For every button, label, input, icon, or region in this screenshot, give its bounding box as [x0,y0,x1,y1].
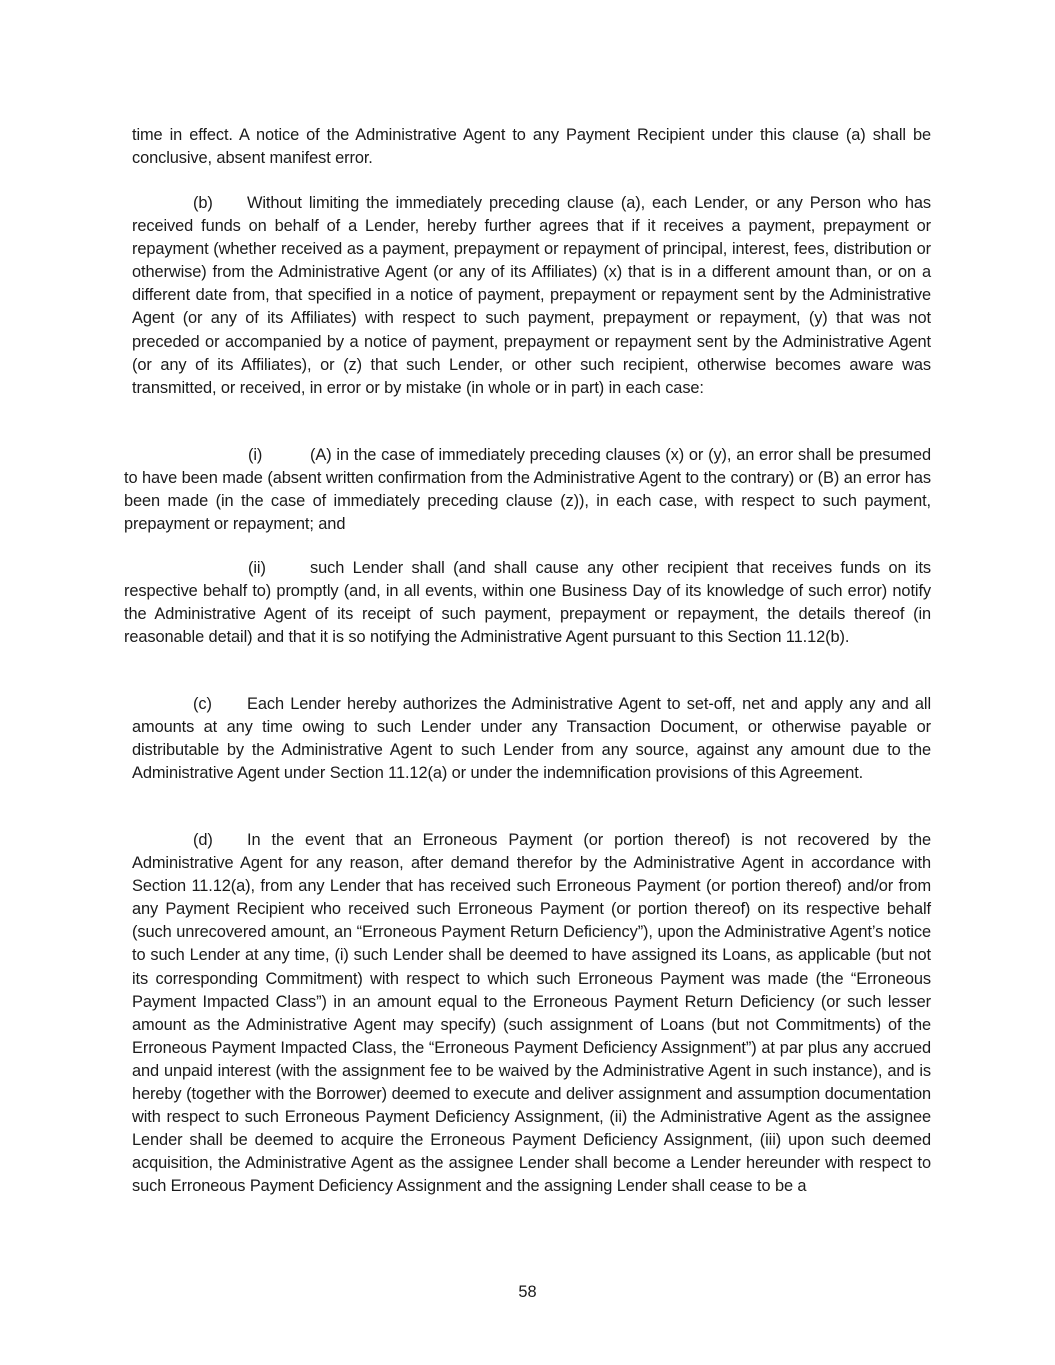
clause-b-i-text: (A) in the case of immediately preceding clauses (x) or (y), an error shall be presumed to have been made (absent written confirmation from the Administrative Agent to the contrary) or (B) an error has been made (in the case of immediately preceding clause (z)), in each case, with respect to such payment, prepayment or repayment; and [124,446,931,534]
clause-d-text: In the event that an Erroneous Payment (or portion thereof) is not recovered by the Administrative Agent for any reason, after demand therefor by the Administrative Agent in accordance with Section 11.12(a), from any Lender that has received such Erroneous Payment (or portion thereof) and/or from any Payment Recipient who received such Erroneous Payment (or portion thereof) on its respective behalf (such unrecovered amount, an “Erroneous Payment Return Deficiency”), upon the Administrative Agent’s notice to such Lender at any time, (i) such Lender shall be deemed to have assigned its Loans, as applicable (but not its corresponding Commitment) with respect to which such Erroneous Payment was made (the “Erroneous Payment Impacted Class”) in an amount equal to the Erroneous Payment Return Deficiency (or such lesser amount as the Administrative Agent may specify) (such assignment of Loans (but not Commitments) of the Erroneous Payment Impacted Class, the “Erroneous Payment Deficiency Assignment”) at par plus any accrued and unpaid interest (with the assignment fee to be waived by the Administrative Agent in such instance), and is hereby (together with the Borrower) deemed to execute and deliver assignment and assumption documentation with respect to such Erroneous Payment Deficiency Assignment, (ii) the Administrative Agent as the assignee Lender shall be deemed to acquire the Erroneous Payment Deficiency Assignment, (iii) upon such deemed acquisition, the Administrative Agent as the assignee Lender shall become a Lender hereunder with respect to such Erroneous Payment Deficiency Assignment and the assigning Lender shall cease to be a [132,831,931,1196]
clause-b-ii-label: (ii) [248,559,266,577]
paragraph-clause-b-i [124,444,931,536]
paragraph-clause-c [132,693,931,785]
clause-b-ii-text: such Lender shall (and shall cause any other recipient that receives funds on its respective behalf to) promptly (and, in all events, within one Business Day of its knowledge of such error) notify the Administrative Agent of its receipt of such payment, prepayment or repayment, the details thereof (in reasonable detail) and that it is so notifying the Administrative Agent pursuant to this Section 11.12(b). [124,559,931,647]
clause-c-text: Each Lender hereby authorizes the Administrative Agent to set-off, net and apply any and all amounts at any time owing to such Lender under any Transaction Document, or otherwise payable or distributable by the Administrative Agent to such Lender from any source, against any amount due to the Administrative Agent under Section 11.12(a) or under the indemnification provisions of this Agreement. [132,695,931,783]
clause-b-label: (b) [193,194,213,212]
paragraph-clause-b-ii [124,557,931,649]
paragraph-clause-d [132,829,931,1199]
clause-b-i-label: (i) [248,446,263,464]
clause-d-label: (d) [193,831,213,849]
clause-c-label: (c) [193,695,212,713]
clause-b-text: Without limiting the immediately preceding clause (a), each Lender, or any Person who has received funds on behalf of a Lender, hereby further agrees that if it receives a payment, prepayment or repayment (whether received as a payment, prepayment or repayment of principal, interest, fees, distribution or otherwise) from the Administrative Agent (or any of its Affiliates) (x) that is in a different amount than, or on a different date from, that specified in a notice of payment, prepayment or repayment sent by the Administrative Agent (or any of its Affiliates) with respect to such payment, prepayment or repayment, (y) that was not preceded or accompanied by a notice of payment, prepayment or repayment sent by the Administrative Agent (or any of its Affiliates), or (z) that such Lender, or other such recipient, otherwise becomes aware was transmitted, or received, in error or by mistake (in whole or in part) in each case: [132,194,931,397]
page-number: 58 [518,1283,537,1301]
paragraph-intro: time in effect. A notice of the Administrative Agent to any Payment Recipient under this clause (a) shall be conclusive, absent manifest error. [132,126,931,168]
paragraph-clause-b [132,192,931,400]
